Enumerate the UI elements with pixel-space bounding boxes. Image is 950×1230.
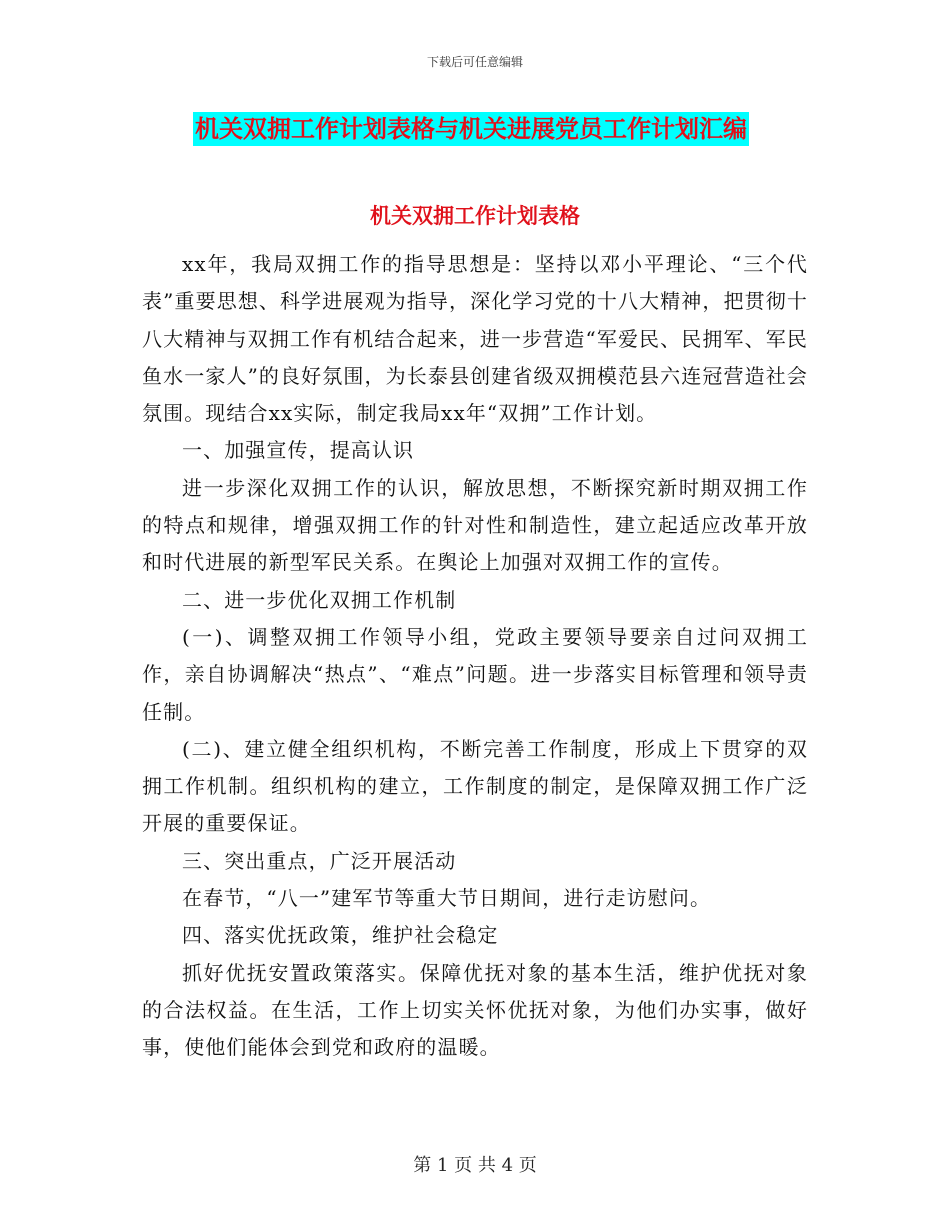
- heading-section-3: 三、突出重点，广泛开展活动: [182, 848, 457, 873]
- heading-section-2: 二、进一步优化双拥工作机制: [182, 587, 457, 612]
- document-body: [142, 246, 808, 1067]
- heading-section-1: 一、加强宣传，提高认识: [182, 438, 415, 463]
- paragraph-section-2-item-2: (二)、建立健全组织机构，不断完善工作制度，形成上下贯穿的双拥工作机制。组织机构的建立，工作制度的制定，是保障双拥工作广泛开展的重要保证。: [142, 736, 808, 836]
- paragraph-intro: xx年，我局双拥工作的指导思想是：坚持以邓小平理论、“三个代表”重要思想、科学进展观为指导，深化学习党的十八大精神，把贯彻十八大精神与双拥工作有机结合起来，进一步营造“军爱民、民拥军、军民鱼水一家人”的良好氛围，为长泰县创建省级双拥模范县六连冠营造社会氛围。现结合xx实际，制定我局xx年“双拥”工作计划。: [142, 252, 808, 426]
- page-number-footer: 第 1 页 共 4 页: [413, 1155, 537, 1176]
- page-header-note: 下载后可任意编辑: [426, 55, 523, 69]
- section-title: 机关双拥工作计划表格: [370, 204, 580, 228]
- paragraph-section-2-item-1: (一)、调整双拥工作领导小组，党政主要领导要亲自过问双拥工作，亲自协调解决“热点”、“难点”问题。进一步落实目标管理和领导责任制。: [142, 624, 808, 724]
- paragraph-section-4: 抓好优抚安置政策落实。保障优抚对象的基本生活，维护优抚对象的合法权益。在生活，工作上切实关怀优抚对象，为他们办实事，做好事，使他们能体会到党和政府的温暖。: [142, 960, 808, 1060]
- paragraph-section-1: 进一步深化双拥工作的认识，解放思想，不断探究新时期双拥工作的特点和规律，增强双拥工作的针对性和制造性，建立起适应改革开放和时代进展的新型军民关系。在舆论上加强对双拥工作的宣传。: [142, 475, 808, 575]
- heading-section-4: 四、落实优抚政策，维护社会稳定: [182, 923, 499, 948]
- document-main-title: 机关双拥工作计划表格与机关进展党员工作计划汇编: [193, 112, 749, 146]
- paragraph-section-3: 在春节，“八一”建军节等重大节日期间，进行走访慰问。: [182, 886, 712, 911]
